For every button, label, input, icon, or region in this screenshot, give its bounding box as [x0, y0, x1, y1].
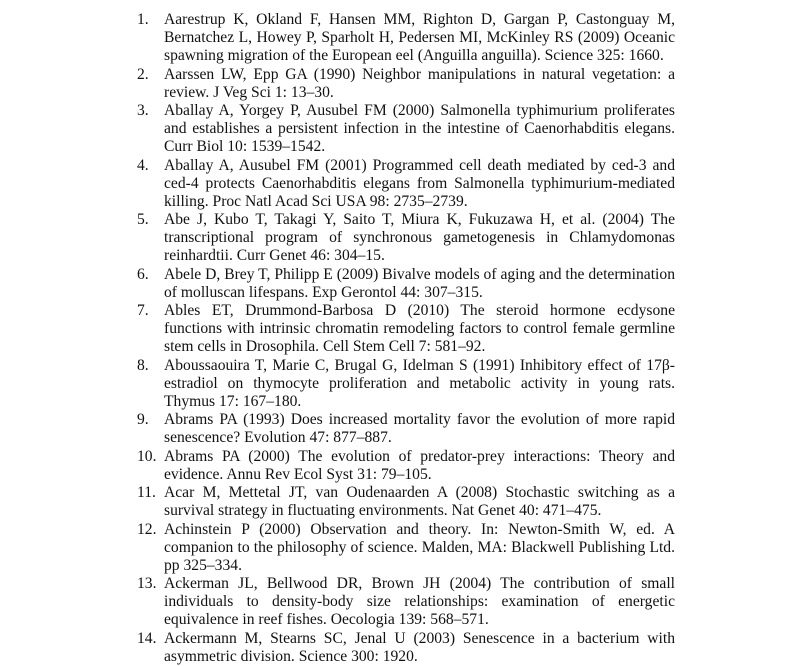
reference-number: 13. — [137, 575, 157, 592]
reference-item — [137, 448, 675, 484]
reference-item — [137, 630, 675, 666]
reference-item — [137, 411, 675, 447]
reference-text: Ackerman JL, Bellwood DR, Brown JH (2004) The contribution of small individuals to density-body size relationships: examination of energetic equivalence in reef fishes. Oecologia 139: 568–571. — [164, 575, 675, 628]
reference-item — [137, 521, 675, 575]
reference-text: Abe J, Kubo T, Takagi Y, Saito T, Miura K, Fukuzawa H, et al. (2004) The transcriptional program of synchronous gametogenesis in Chlamydomonas reinhardtii. Curr Genet 46: 304–15. — [164, 211, 675, 264]
reference-item — [137, 211, 675, 265]
reference-text: Aarssen LW, Epp GA (1990) Neighbor manipulations in natural vegetation: a review. J Veg Sci 1: 13–30. — [164, 65, 675, 101]
reference-number: 12. — [137, 520, 157, 538]
reference-number: 5. — [137, 211, 149, 228]
reference-text: Aarestrup K, Okland F, Hansen MM, Righton D, Gargan P, Castonguay M, Bernatchez L, Howey P, Sparholt H, Pedersen MI, McKinley RS (2009) Oceanic spawning migration of the European eel (Anguilla anguilla). Science 325: 1660. — [164, 11, 675, 64]
reference-text: Abrams PA (2000) The evolution of predator-prey interactions: Theory and evidence. Annu Rev Ecol Syst 31: 79–105. — [164, 447, 675, 483]
reference-list — [137, 11, 675, 666]
reference-text: Aballay A, Ausubel FM (2001) Programmed cell death mediated by ced-3 and ced-4 protects Caenorhabditis elegans from Salmonella typhimurium-mediated killing. Proc Natl Acad Sci USA 98: 2735–2739. — [164, 156, 675, 210]
reference-text: Acar M, Mettetal JT, van Oudenaarden A (2008) Stochastic switching as a survival strategy in fluctuating environments. Nat Genet 40: 471–475. — [164, 484, 675, 519]
reference-number: 3. — [137, 102, 149, 119]
reference-number: 14. — [137, 629, 157, 647]
reference-item — [137, 11, 675, 65]
reference-item — [137, 266, 675, 302]
reference-text: Aboussaouira T, Marie C, Brugal G, Idelman S (1991) Inhibitory effect of 17β-estradiol on thymocyte proliferation and metabolic activity in young rats. Thymus 17: 167–180. — [164, 356, 675, 410]
reference-number: 1. — [137, 11, 149, 28]
reference-item — [137, 102, 675, 156]
reference-item — [137, 302, 675, 356]
reference-item — [137, 575, 675, 629]
reference-number: 11. — [137, 484, 156, 501]
reference-item — [137, 66, 675, 102]
reference-number: 8. — [137, 356, 149, 374]
reference-number: 7. — [137, 302, 149, 319]
reference-item — [137, 157, 675, 211]
reference-number: 4. — [137, 156, 149, 174]
reference-number: 10. — [137, 447, 157, 465]
reference-number: 6. — [137, 265, 149, 283]
reference-number: 2. — [137, 65, 149, 83]
reference-text: Achinstein P (2000) Observation and theory. In: Newton-Smith W, ed. A companion to the philosophy of science. Malden, MA: Blackwell Publishing Ltd. pp 325–334. — [164, 520, 675, 574]
reference-text: Ables ET, Drummond-Barbosa D (2010) The steroid hormone ecdysone functions with intrinsic chromatin remodeling factors to control female germline stem cells in Drosophila. Cell Stem Cell 7: 581–92. — [164, 302, 675, 355]
reference-text: Ackermann M, Stearns SC, Jenal U (2003) Senescence in a bacterium with asymmetric division. Science 300: 1920. — [164, 629, 675, 665]
reference-text: Abele D, Brey T, Philipp E (2009) Bivalve models of aging and the determination of molluscan lifespans. Exp Gerontol 44: 307–315. — [164, 265, 675, 301]
reference-text: Abrams PA (1993) Does increased mortality favor the evolution of more rapid senescence? Evolution 47: 877–887. — [164, 411, 675, 446]
reference-item — [137, 484, 675, 520]
reference-item — [137, 357, 675, 411]
reference-text: Aballay A, Yorgey P, Ausubel FM (2000) Salmonella typhimurium proliferates and establishes a persistent infection in the intestine of Caenorhabditis elegans. Curr Biol 10: 1539–1542. — [164, 102, 675, 155]
reference-number: 9. — [137, 411, 149, 428]
